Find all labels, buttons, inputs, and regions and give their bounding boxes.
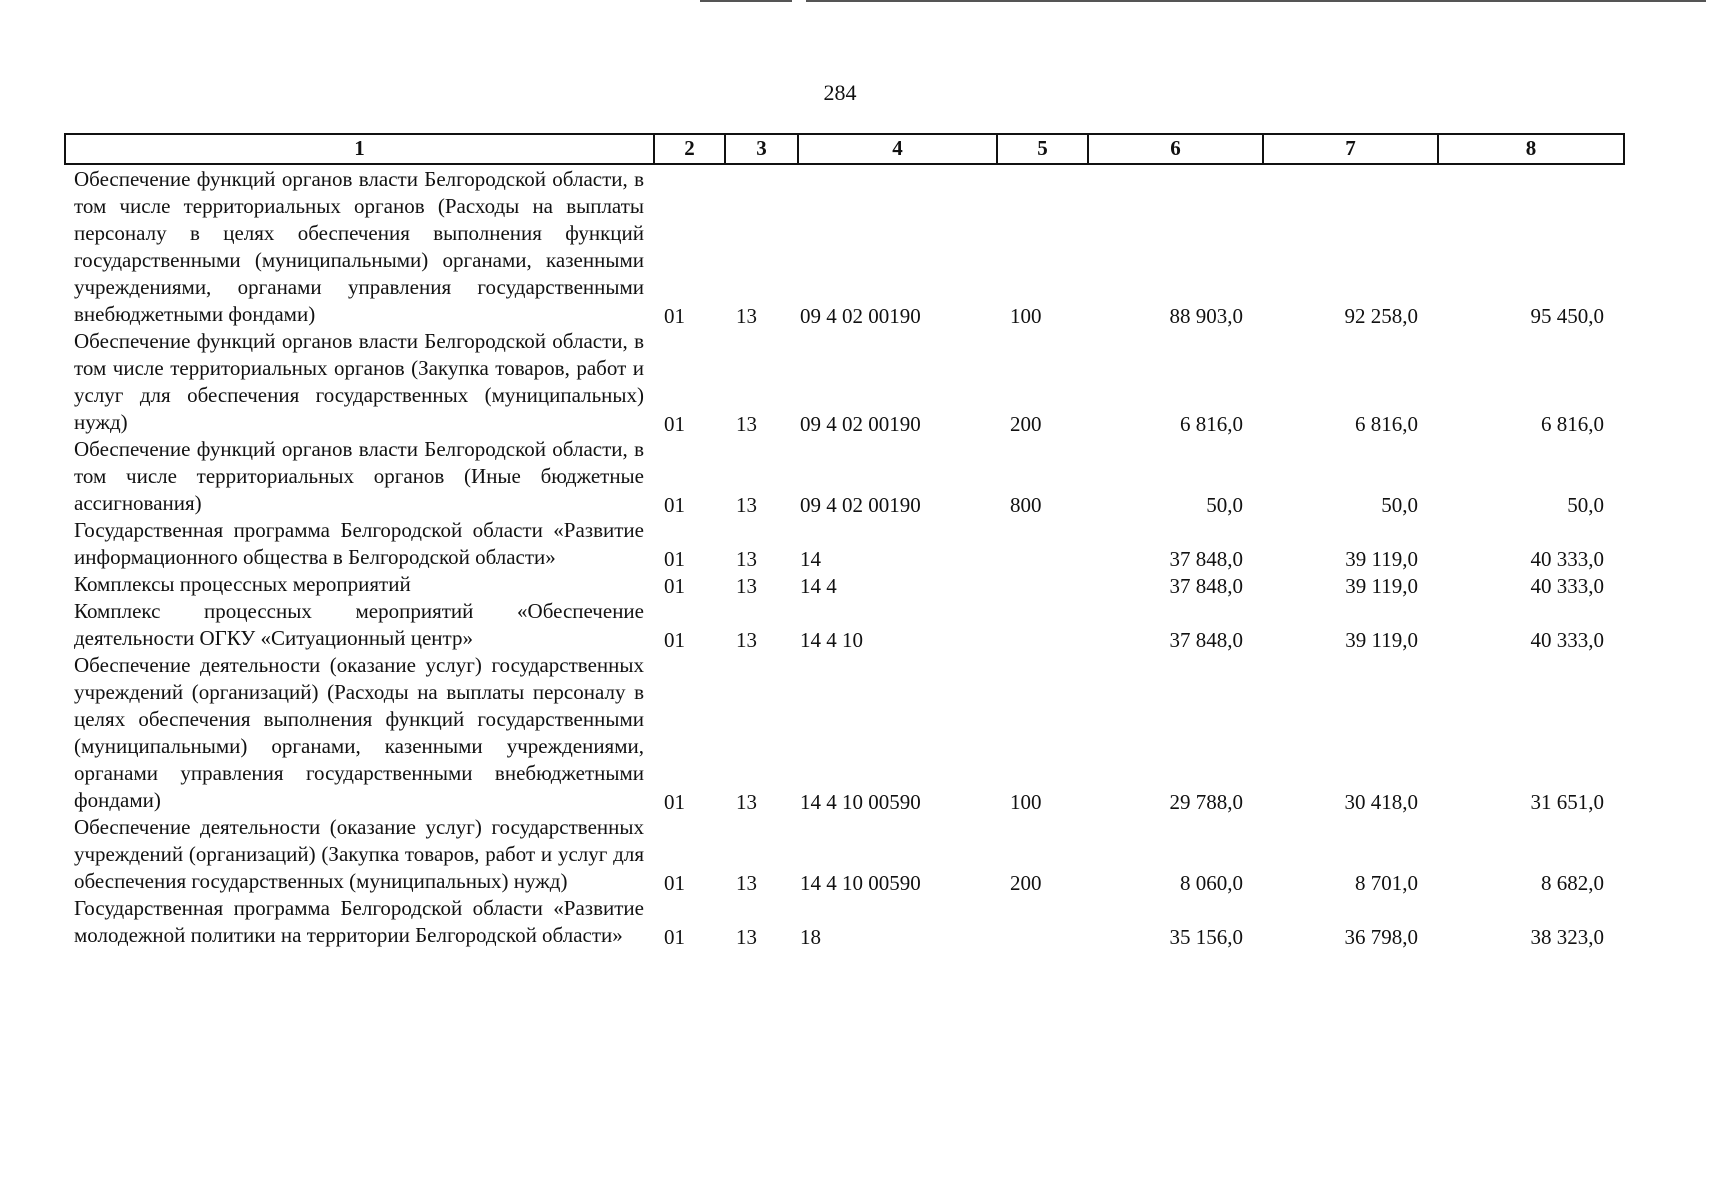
row-amount-year3: 95 450,0 (1530, 304, 1604, 328)
row-amount-year1: 50,0 (1206, 493, 1243, 517)
table-row (64, 814, 1625, 895)
row-amount-year1: 37 848,0 (1169, 574, 1243, 598)
row-description: Обеспечение функций органов власти Белгородской области, в том числе территориальных органов (Иные бюджетные ассигнования) (74, 437, 644, 515)
row-expense-type: 100 (1010, 304, 1042, 328)
row-subsection: 13 (736, 790, 757, 814)
row-description: Обеспечение функций органов власти Белгородской области, в том числе территориальных органов (Закупка товаров, работ и услуг для обеспечения государственных (муниципальных) нужд) (74, 329, 644, 434)
header-cell-1: 1 (354, 136, 365, 160)
row-section: 01 (664, 871, 685, 895)
table-row (64, 571, 1625, 598)
row-amount-year3: 6 816,0 (1541, 412, 1604, 436)
row-expense-type: 100 (1010, 790, 1042, 814)
row-description: Обеспечение деятельности (оказание услуг) государственных учреждений (организаций) (Закупка товаров, работ и услуг для обеспечения государственных (муниципальных) нужд) (74, 815, 644, 893)
row-amount-year3: 40 333,0 (1530, 574, 1604, 598)
row-expense-type: 200 (1010, 412, 1042, 436)
row-description: Комплексы процессных мероприятий (74, 572, 411, 596)
row-amount-year2: 8 701,0 (1355, 871, 1418, 895)
row-amount-year2: 39 119,0 (1345, 628, 1418, 652)
header-cell-6: 6 (1087, 135, 1262, 163)
row-expense-type: 800 (1010, 493, 1042, 517)
row-amount-year3: 50,0 (1567, 493, 1604, 517)
row-amount-year1: 88 903,0 (1169, 304, 1243, 328)
row-target-article: 14 4 10 00590 (800, 871, 921, 895)
row-amount-year1: 29 788,0 (1169, 790, 1243, 814)
row-subsection: 13 (736, 547, 757, 571)
scan-artifact-line (700, 0, 792, 2)
row-amount-year2: 39 119,0 (1345, 547, 1418, 571)
header-cell-4: 4 (797, 135, 996, 163)
row-amount-year3: 31 651,0 (1530, 790, 1604, 814)
row-section: 01 (664, 547, 685, 571)
scan-artifact-line (806, 0, 1706, 2)
header-cell-2: 2 (653, 135, 724, 163)
table-row (64, 598, 1625, 652)
row-amount-year3: 40 333,0 (1530, 547, 1604, 571)
row-subsection: 13 (736, 304, 757, 328)
row-amount-year3: 40 333,0 (1530, 628, 1604, 652)
row-target-article: 14 (800, 547, 821, 571)
row-section: 01 (664, 790, 685, 814)
table-header (64, 133, 1625, 165)
row-target-article: 09 4 02 00190 (800, 304, 921, 328)
row-target-article: 18 (800, 925, 821, 949)
row-amount-year3: 38 323,0 (1530, 925, 1604, 949)
row-description: Государственная программа Белгородской области «Развитие информационного общества в Белгородской области» (74, 518, 644, 569)
row-amount-year2: 30 418,0 (1344, 790, 1418, 814)
row-subsection: 13 (736, 574, 757, 598)
table-row (64, 652, 1625, 814)
table-row (64, 895, 1625, 949)
header-cell-8: 8 (1437, 135, 1623, 163)
row-subsection: 13 (736, 493, 757, 517)
row-subsection: 13 (736, 628, 757, 652)
row-amount-year3: 8 682,0 (1541, 871, 1604, 895)
row-amount-year1: 35 156,0 (1169, 925, 1243, 949)
header-cell-3: 3 (724, 135, 797, 163)
table-row (64, 328, 1625, 436)
row-description: Обеспечение деятельности (оказание услуг) государственных учреждений (организаций) (Расходы на выплаты персоналу в целях обеспечения выполнения функций государственными (муниципальными) органами, казенными учреждениями, органами управления государственными внебюджетными фондами) (74, 653, 644, 812)
row-subsection: 13 (736, 871, 757, 895)
row-section: 01 (664, 574, 685, 598)
table-row (64, 166, 1625, 328)
page-number: 284 (823, 80, 857, 105)
row-expense-type: 200 (1010, 871, 1042, 895)
row-amount-year2: 36 798,0 (1344, 925, 1418, 949)
row-target-article: 09 4 02 00190 (800, 412, 921, 436)
row-description: Обеспечение функций органов власти Белгородской области, в том числе территориальных органов (Расходы на выплаты персоналу в целях обеспечения выполнения функций государственными (муниципальными) органами, казенными учреждениями, органами управления государственными внебюджетными фондами) (74, 167, 644, 326)
row-amount-year1: 37 848,0 (1169, 628, 1243, 652)
row-target-article: 14 4 10 00590 (800, 790, 921, 814)
row-amount-year2: 6 816,0 (1355, 412, 1418, 436)
row-target-article: 14 4 10 (800, 628, 863, 652)
budget-table-body (64, 166, 1625, 949)
table-row (64, 436, 1625, 517)
row-section: 01 (664, 304, 685, 328)
row-subsection: 13 (736, 412, 757, 436)
row-target-article: 14 4 (800, 574, 837, 598)
row-amount-year2: 92 258,0 (1344, 304, 1418, 328)
row-section: 01 (664, 493, 685, 517)
row-description: Государственная программа Белгородской области «Развитие молодежной политики на территории Белгородской области» (74, 896, 644, 947)
header-cell-7: 7 (1262, 135, 1437, 163)
row-description: Комплекс процессных мероприятий «Обеспечение деятельности ОГКУ «Ситуационный центр» (74, 599, 644, 650)
row-section: 01 (664, 925, 685, 949)
row-amount-year2: 50,0 (1381, 493, 1418, 517)
row-amount-year1: 6 816,0 (1180, 412, 1243, 436)
table-row (64, 517, 1625, 571)
header-cell-5: 5 (996, 135, 1087, 163)
row-section: 01 (664, 628, 685, 652)
row-amount-year1: 8 060,0 (1180, 871, 1243, 895)
row-section: 01 (664, 412, 685, 436)
row-amount-year2: 39 119,0 (1345, 574, 1418, 598)
row-amount-year1: 37 848,0 (1169, 547, 1243, 571)
row-subsection: 13 (736, 925, 757, 949)
row-target-article: 09 4 02 00190 (800, 493, 921, 517)
